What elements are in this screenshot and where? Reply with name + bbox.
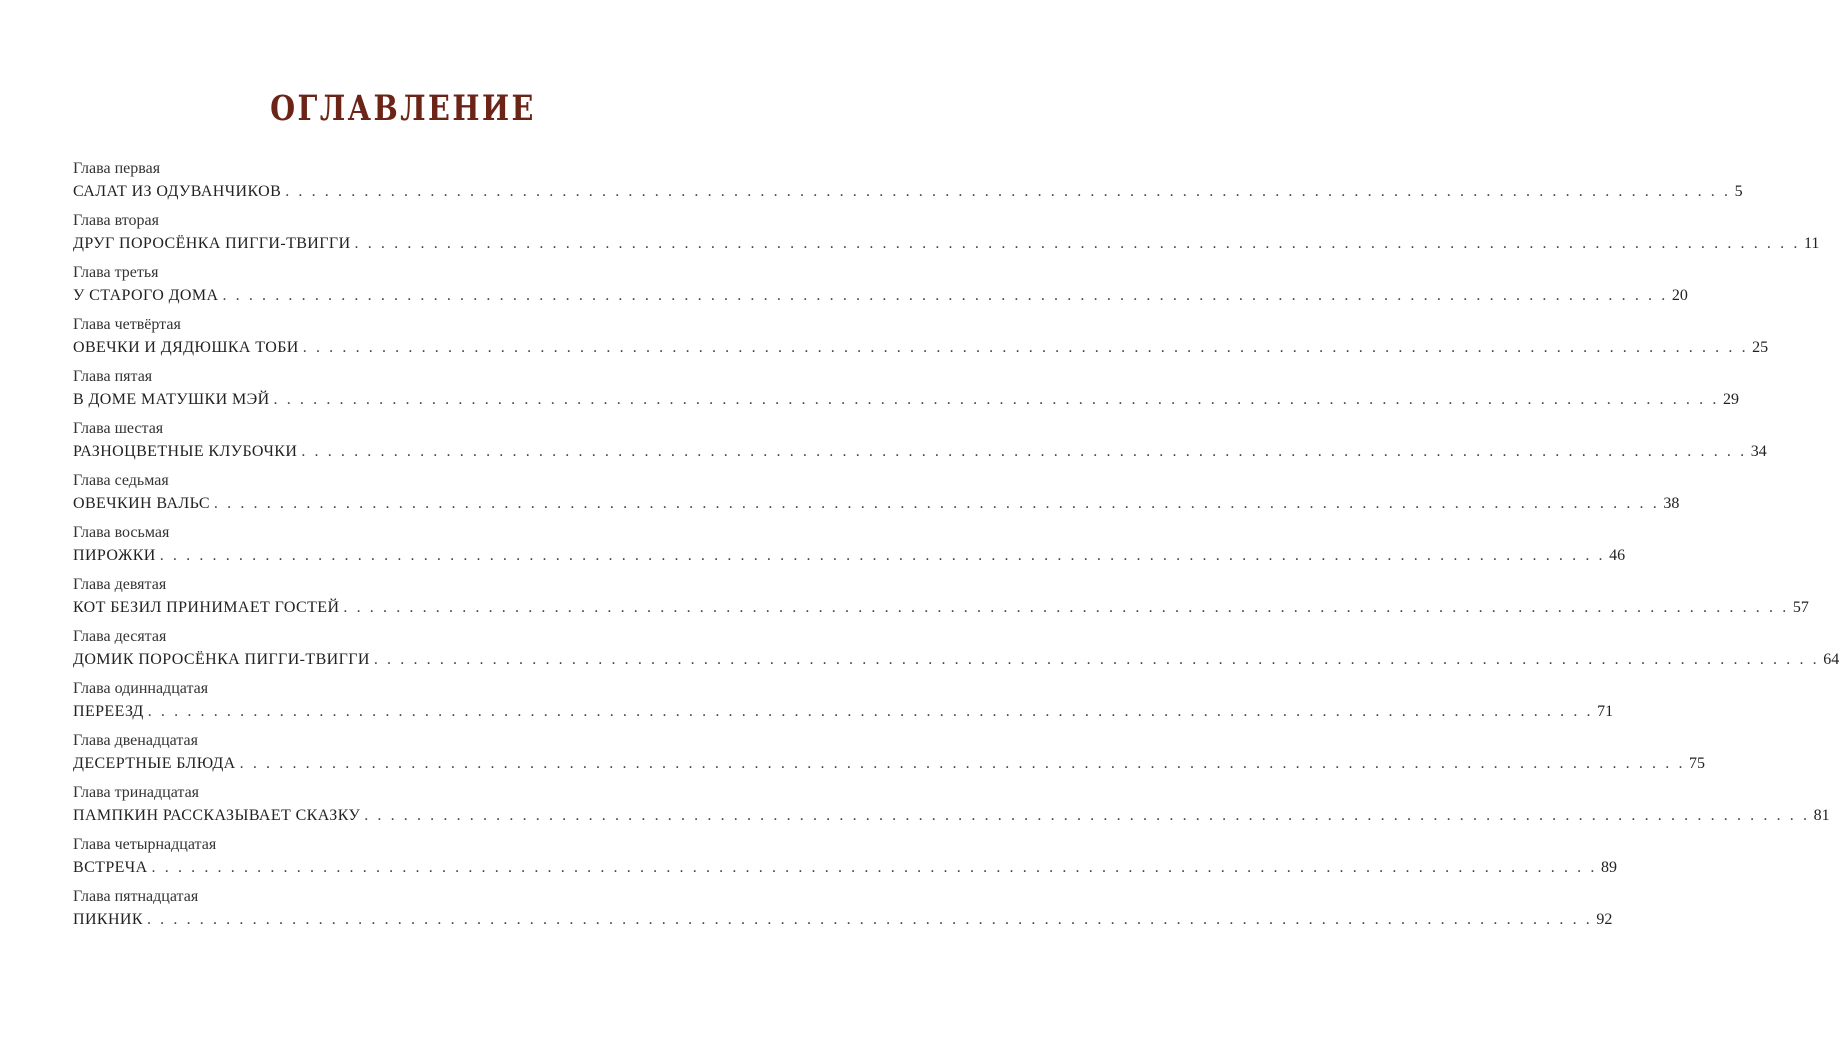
- chapter-title: ПЕРЕЕЗД: [73, 703, 144, 720]
- chapter-label: Глава первая: [73, 160, 161, 177]
- toc-entry-8[interactable]: [73, 523, 1626, 575]
- dot-leader: . . . . . . . . . . . . . . . . . . . . . . . . . . . . . . . . . . . . . . . . . . . . . . . . . . . . . . . . . . . . . . . . . . . . . . . . . . . . . . . . . . . . . . . . . . . . . . . . . . . . . . . . . . . . . .: [239, 755, 1686, 772]
- toc-entry-7[interactable]: [73, 471, 1680, 523]
- page-number: 34: [1750, 443, 1767, 460]
- chapter-title: ПИКНИК: [73, 911, 143, 928]
- dot-leader: . . . . . . . . . . . . . . . . . . . . . . . . . . . . . . . . . . . . . . . . . . . . . . . . . . . . . . . . . . . . . . . . . . . . . . . . . . . . . . . . . . . . . . . . . . . . . . . . . . . . . . . . . . . . . .: [147, 703, 1594, 720]
- chapter-title: ВСТРЕЧА: [73, 859, 148, 876]
- dot-leader: . . . . . . . . . . . . . . . . . . . . . . . . . . . . . . . . . . . . . . . . . . . . . . . . . . . . . . . . . . . . . . . . . . . . . . . . . . . . . . . . . . . . . . . . . . . . . . . . . . . . . . . . . . . . . .: [301, 443, 1747, 460]
- page-number: 46: [1609, 547, 1626, 564]
- dot-leader: . . . . . . . . . . . . . . . . . . . . . . . . . . . . . . . . . . . . . . . . . . . . . . . . . . . . . . . . . . . . . . . . . . . . . . . . . . . . . . . . . . . . . . . . . . . . . . . . . . . . . . . . . . . . . .: [343, 599, 1789, 616]
- chapter-line: [73, 233, 1820, 255]
- chapter-label: Глава десятая: [73, 628, 167, 645]
- toc-entry-9[interactable]: [73, 575, 1809, 627]
- page-number: 20: [1671, 287, 1688, 304]
- toc-entry-6[interactable]: [73, 419, 1767, 471]
- toc-entry-13[interactable]: [73, 783, 1830, 835]
- toc-entry-3[interactable]: [73, 263, 1688, 315]
- chapter-label: Глава девятая: [73, 576, 167, 593]
- page-number: 75: [1689, 755, 1706, 772]
- dot-leader: . . . . . . . . . . . . . . . . . . . . . . . . . . . . . . . . . . . . . . . . . . . . . . . . . . . . . . . . . . . . . . . . . . . . . . . . . . . . . . . . . . . . . . . . . . . . . . . . . . . . . . . . . . . . . .: [222, 287, 1668, 304]
- chapter-line: [73, 909, 1613, 931]
- chapter-line: [73, 389, 1739, 411]
- dot-leader: . . . . . . . . . . . . . . . . . . . . . . . . . . . . . . . . . . . . . . . . . . . . . . . . . . . . . . . . . . . . . . . . . . . . . . . . . . . . . . . . . . . . . . . . . . . . . . . . . . . . . . . . . . . . . .: [364, 807, 1810, 824]
- page-number: 5: [1734, 183, 1743, 200]
- dot-leader: . . . . . . . . . . . . . . . . . . . . . . . . . . . . . . . . . . . . . . . . . . . . . . . . . . . . . . . . . . . . . . . . . . . . . . . . . . . . . . . . . . . . . . . . . . . . . . . . . . . . . . . . . . . . . .: [354, 235, 1800, 252]
- chapter-title: ПИРОЖКИ: [73, 547, 156, 564]
- toc-list: [73, 159, 1839, 939]
- toc-entry-15[interactable]: [73, 887, 1613, 939]
- chapter-label: Глава вторая: [73, 212, 159, 229]
- toc-entry-14[interactable]: [73, 835, 1617, 887]
- chapter-title: У СТАРОГО ДОМА: [73, 287, 219, 304]
- chapter-label: Глава одиннадцатая: [73, 680, 209, 697]
- page-number: 38: [1663, 495, 1680, 512]
- chapter-title: ДРУГ ПОРОСЁНКА ПИГГИ-ТВИГГИ: [73, 235, 351, 252]
- page-number: 25: [1752, 339, 1769, 356]
- chapter-label: Глава шестая: [73, 420, 164, 437]
- toc-entry-4[interactable]: [73, 315, 1769, 367]
- dot-leader: . . . . . . . . . . . . . . . . . . . . . . . . . . . . . . . . . . . . . . . . . . . . . . . . . . . . . . . . . . . . . . . . . . . . . . . . . . . . . . . . . . . . . . . . . . . . . . . . . . . . . . . . . . . . . .: [285, 183, 1731, 200]
- chapter-title: В ДОМЕ МАТУШКИ МЭЙ: [73, 391, 270, 408]
- toc-entry-12[interactable]: [73, 731, 1706, 783]
- page-number: 57: [1792, 599, 1809, 616]
- page-number: 92: [1596, 911, 1613, 928]
- chapter-line: [73, 493, 1680, 515]
- chapter-label: Глава пятая: [73, 368, 153, 385]
- page-number: 64: [1823, 651, 1839, 668]
- dot-leader: . . . . . . . . . . . . . . . . . . . . . . . . . . . . . . . . . . . . . . . . . . . . . . . . . . . . . . . . . . . . . . . . . . . . . . . . . . . . . . . . . . . . . . . . . . . . . . . . . . . . . . . . . . . . . .: [302, 339, 1749, 356]
- chapter-label: Глава третья: [73, 264, 159, 281]
- toc-entry-2[interactable]: [73, 211, 1820, 263]
- dot-leader: . . . . . . . . . . . . . . . . . . . . . . . . . . . . . . . . . . . . . . . . . . . . . . . . . . . . . . . . . . . . . . . . . . . . . . . . . . . . . . . . . . . . . . . . . . . . . . . . . . . . . . . . . . . . . .: [151, 859, 1597, 876]
- chapter-line: [73, 337, 1769, 359]
- chapter-line: [73, 701, 1614, 723]
- chapter-title: ДЕСЕРТНЫЕ БЛЮДА: [73, 755, 236, 772]
- chapter-title: ПАМПКИН РАССКАЗЫВАЕТ СКАЗКУ: [73, 807, 361, 824]
- chapter-label: Глава пятнадцатая: [73, 888, 199, 905]
- chapter-line: [73, 285, 1688, 307]
- chapter-title: САЛАТ ИЗ ОДУВАНЧИКОВ: [73, 183, 282, 200]
- chapter-line: [73, 181, 1743, 203]
- chapter-line: [73, 753, 1706, 775]
- chapter-line: [73, 857, 1617, 879]
- toc-entry-5[interactable]: [73, 367, 1739, 419]
- page-number: 71: [1597, 703, 1614, 720]
- chapter-label: Глава двенадцатая: [73, 732, 198, 749]
- chapter-label: Глава тринадцатая: [73, 784, 200, 801]
- toc-entry-11[interactable]: [73, 679, 1614, 731]
- dot-leader: . . . . . . . . . . . . . . . . . . . . . . . . . . . . . . . . . . . . . . . . . . . . . . . . . . . . . . . . . . . . . . . . . . . . . . . . . . . . . . . . . . . . . . . . . . . . . . . . . . . . . . . . . . . . . .: [146, 911, 1593, 928]
- chapter-line: [73, 545, 1626, 567]
- chapter-title: ОВЕЧКИ И ДЯДЮШКА ТОБИ: [73, 339, 299, 356]
- dot-leader: . . . . . . . . . . . . . . . . . . . . . . . . . . . . . . . . . . . . . . . . . . . . . . . . . . . . . . . . . . . . . . . . . . . . . . . . . . . . . . . . . . . . . . . . . . . . . . . . . . . . . . . . . . . . . .: [159, 547, 1606, 564]
- page-number: 29: [1722, 391, 1739, 408]
- toc-entry-10[interactable]: [73, 627, 1839, 679]
- chapter-title: РАЗНОЦВЕТНЫЕ КЛУБОЧКИ: [73, 443, 298, 460]
- page-number: 81: [1813, 807, 1830, 824]
- page-number: 11: [1803, 235, 1820, 252]
- chapter-label: Глава четвёртая: [73, 316, 181, 333]
- dot-leader: . . . . . . . . . . . . . . . . . . . . . . . . . . . . . . . . . . . . . . . . . . . . . . . . . . . . . . . . . . . . . . . . . . . . . . . . . . . . . . . . . . . . . . . . . . . . . . . . . . . . . . . . . . . . . .: [273, 391, 1719, 408]
- chapter-title: ДОМИК ПОРОСЁНКА ПИГГИ-ТВИГГИ: [73, 651, 370, 668]
- dot-leader: . . . . . . . . . . . . . . . . . . . . . . . . . . . . . . . . . . . . . . . . . . . . . . . . . . . . . . . . . . . . . . . . . . . . . . . . . . . . . . . . . . . . . . . . . . . . . . . . . . . . . . . . . . . . . .: [373, 651, 1820, 668]
- chapter-line: [73, 441, 1767, 463]
- page-number: 89: [1600, 859, 1617, 876]
- dot-leader: . . . . . . . . . . . . . . . . . . . . . . . . . . . . . . . . . . . . . . . . . . . . . . . . . . . . . . . . . . . . . . . . . . . . . . . . . . . . . . . . . . . . . . . . . . . . . . . . . . . . . . . . . . . . . .: [213, 495, 1660, 512]
- chapter-line: [73, 597, 1809, 619]
- chapter-label: Глава четырнадцатая: [73, 836, 217, 853]
- chapter-title: КОТ БЕЗИЛ ПРИНИМАЕТ ГОСТЕЙ: [73, 599, 340, 616]
- chapter-label: Глава седьмая: [73, 472, 169, 489]
- chapter-line: [73, 805, 1830, 827]
- toc-entry-1[interactable]: [73, 159, 1743, 211]
- chapter-line: [73, 649, 1839, 671]
- page-title: ОГЛАВЛЕНИЕ: [270, 88, 536, 129]
- chapter-label: Глава восьмая: [73, 524, 170, 541]
- chapter-title: ОВЕЧКИН ВАЛЬС: [73, 495, 210, 512]
